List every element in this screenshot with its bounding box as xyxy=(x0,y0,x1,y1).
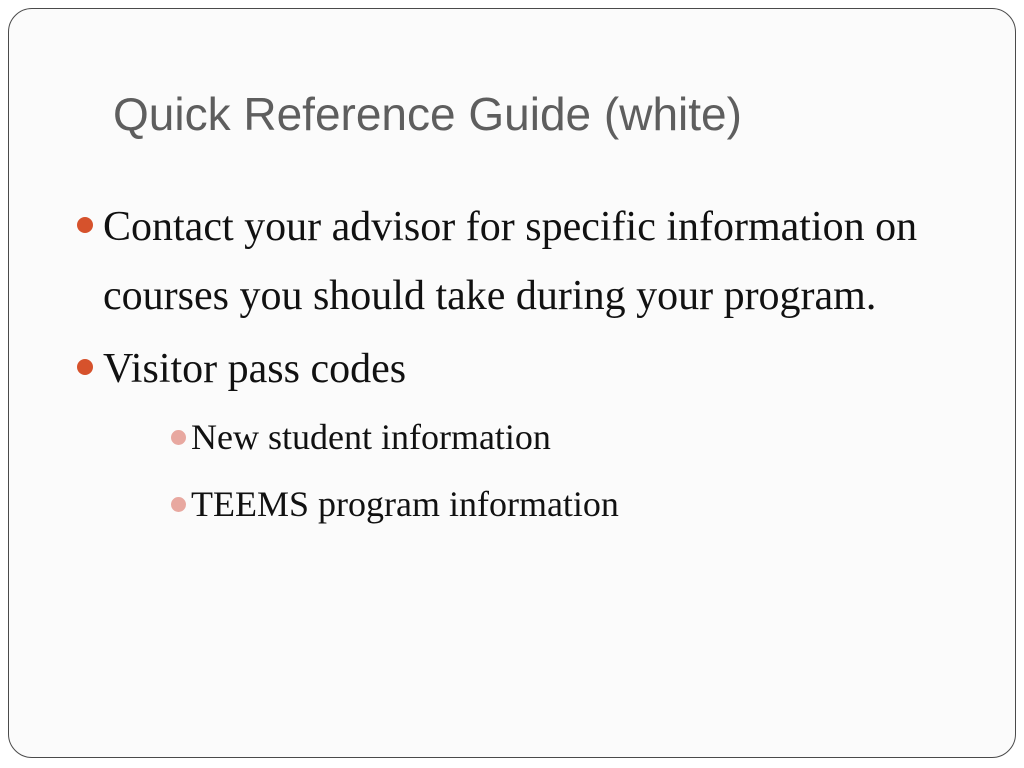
bullet-list xyxy=(75,193,935,542)
bullet-item xyxy=(75,335,935,538)
sub-bullet-list xyxy=(103,404,935,538)
slide-title: Quick Reference Guide (white) xyxy=(113,88,742,140)
sub-bullet-item xyxy=(103,404,935,471)
sub-bullet-icon xyxy=(171,430,186,445)
sub-bullet-item xyxy=(103,471,935,538)
slide xyxy=(8,8,1016,758)
bullet-icon xyxy=(77,359,93,375)
bullet-text: Visitor pass codes xyxy=(103,346,407,392)
sub-bullet-text: TEEMS program information xyxy=(191,484,619,524)
bullet-item xyxy=(75,193,935,331)
sub-bullet-icon xyxy=(171,497,186,512)
bullet-icon xyxy=(77,217,93,233)
sub-bullet-text: New student information xyxy=(191,417,551,457)
bullet-text: Contact your advisor for specific information on courses you should take during your program. xyxy=(103,204,918,319)
